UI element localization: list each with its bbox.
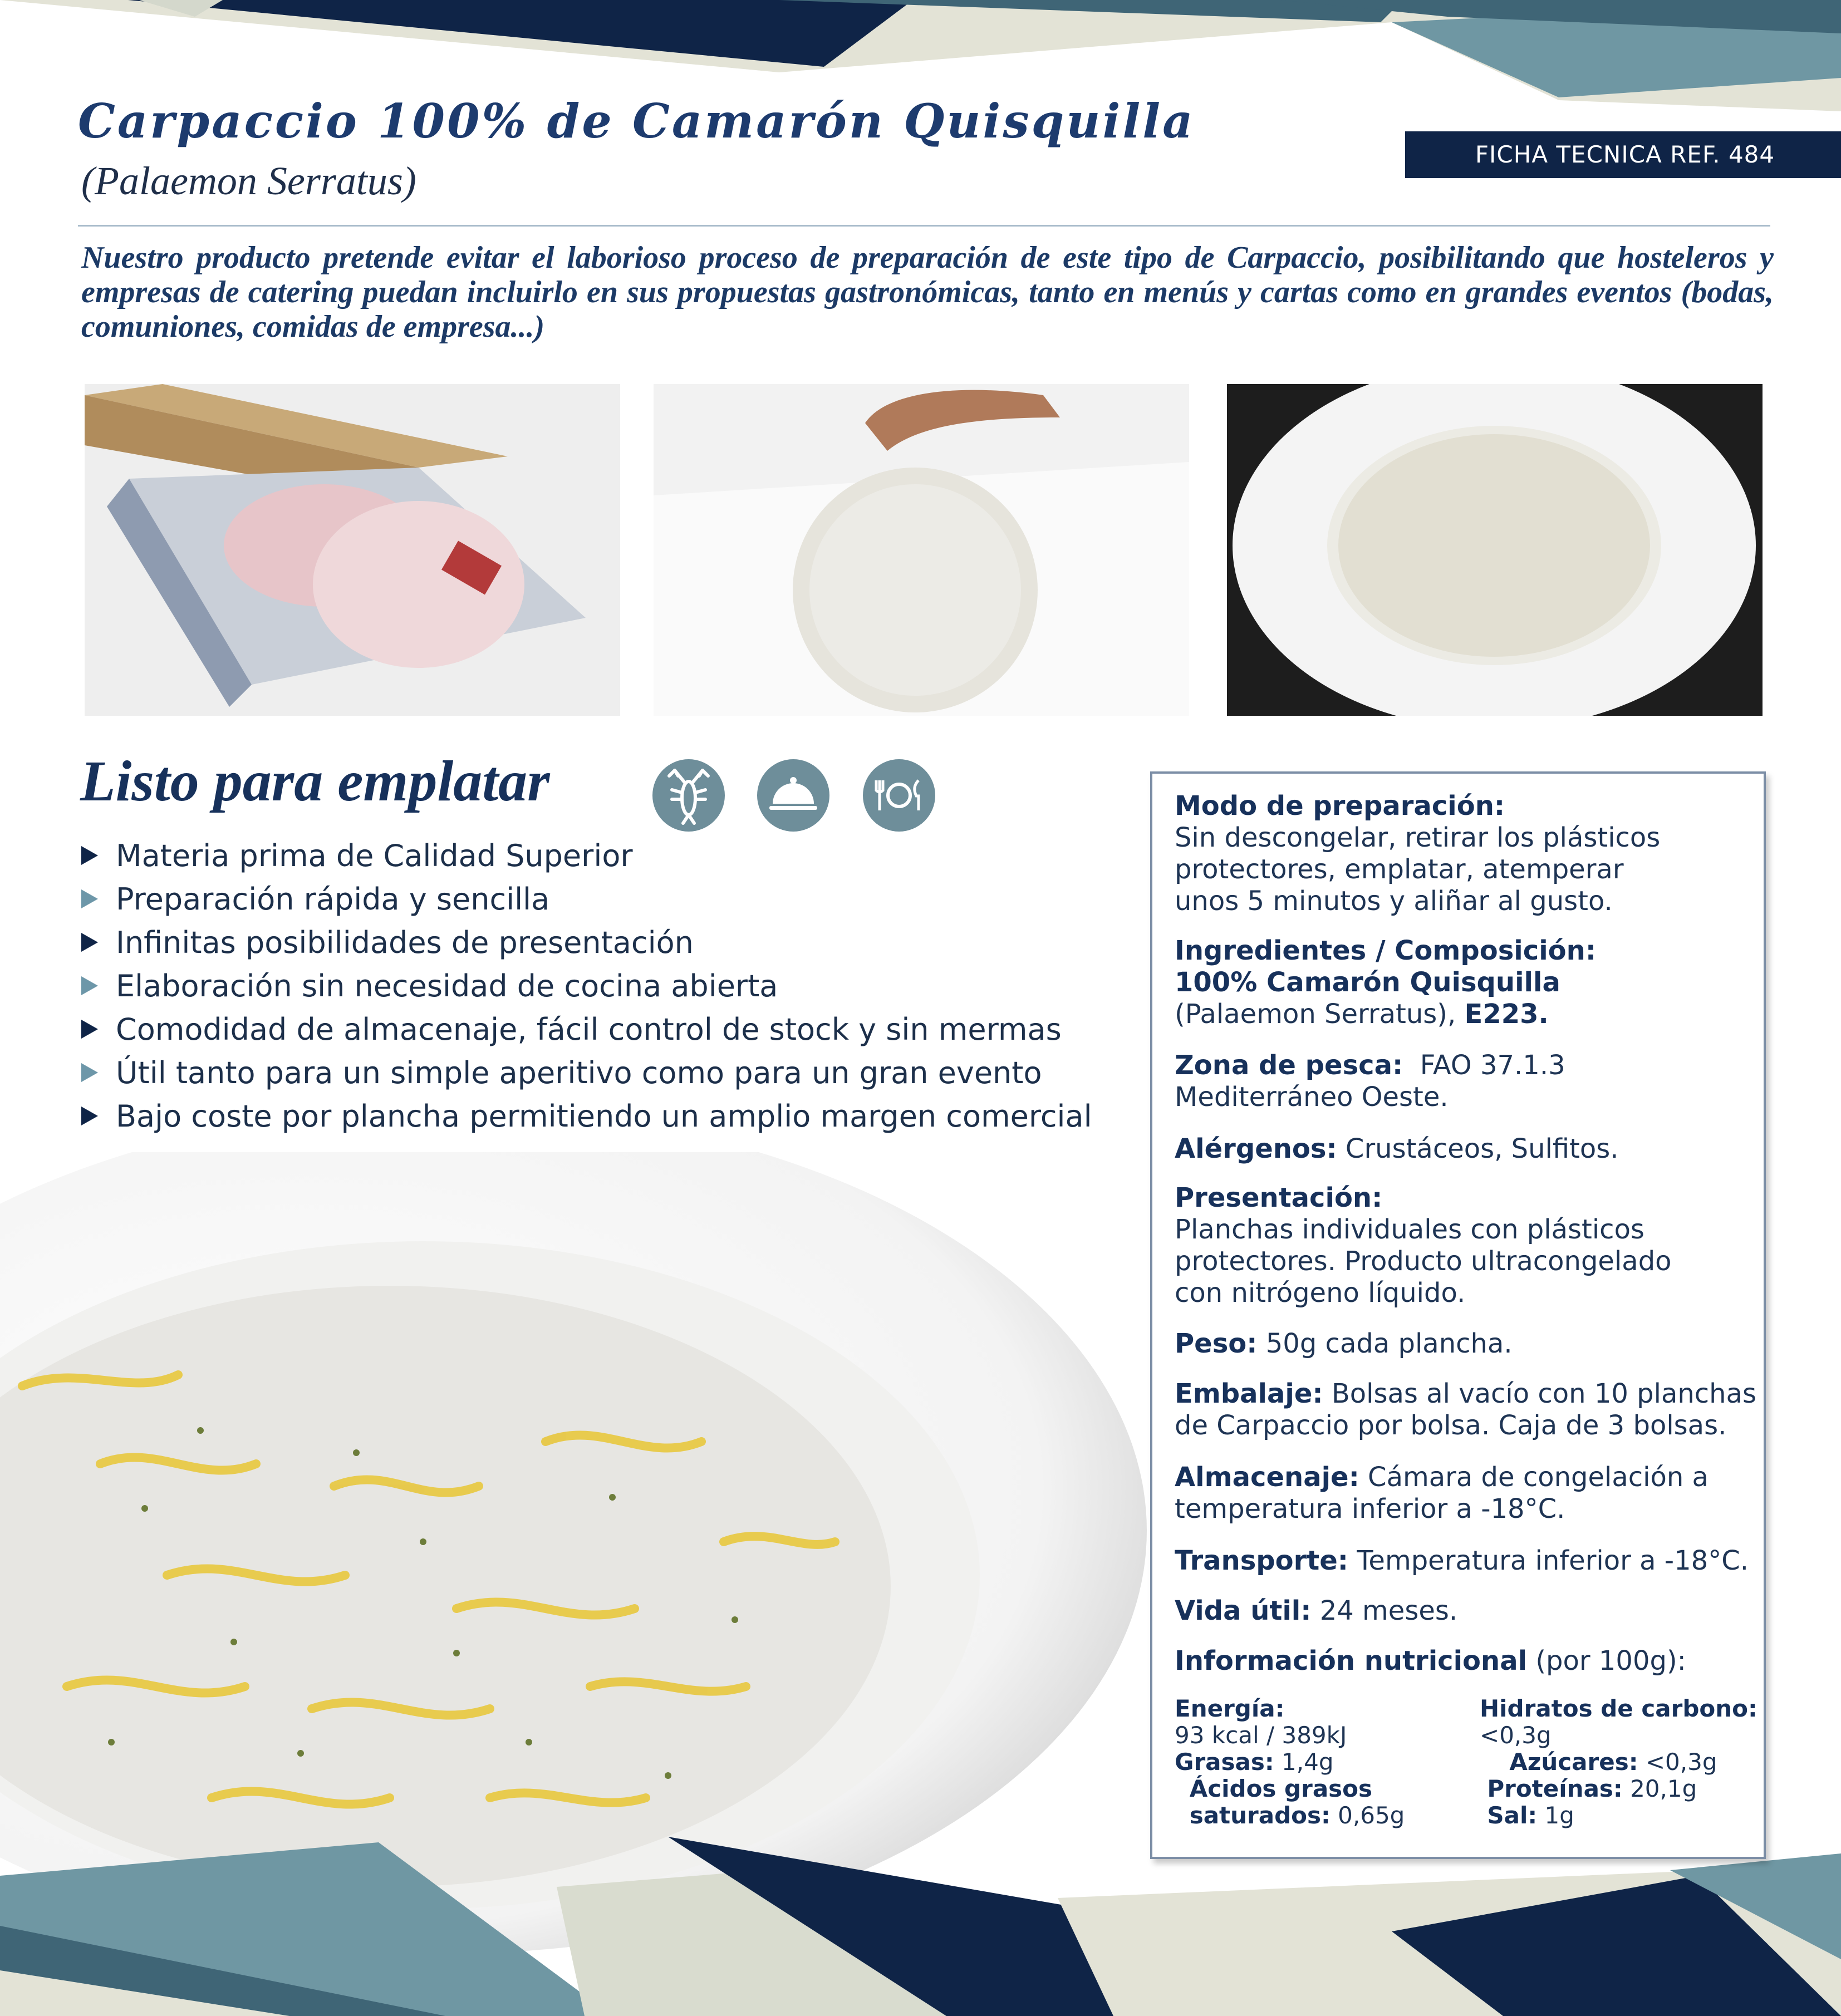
features-heading: Listo para emplatar xyxy=(80,749,550,813)
spec-nutricion-heading: Información nutricional (por 100g): xyxy=(1175,1645,1686,1676)
spec-ingredientes: Ingredientes / Composición: 100% Camarón Quisquilla (Palaemon Serratus), E223. xyxy=(1175,935,1597,1030)
spec-vida-util: Vida útil: 24 meses. xyxy=(1175,1595,1458,1626)
bullet-triangle-icon xyxy=(81,1020,98,1039)
product-scientific-name: (Palaemon Serratus) xyxy=(81,159,416,203)
photo-packaged-carpaccio xyxy=(85,384,620,716)
spec-zona: Zona de pesca: FAO 37.1.3 Mediterráneo Oeste. xyxy=(1175,1050,1565,1113)
bullet-triangle-icon xyxy=(81,933,98,952)
list-item: Materia prima de Calidad Superior xyxy=(81,834,1092,877)
spec-peso: Peso: 50g cada plancha. xyxy=(1175,1328,1513,1359)
spec-alergenos: Alérgenos: Crustáceos, Sulfitos. xyxy=(1175,1133,1619,1164)
bullet-triangle-icon xyxy=(81,1063,98,1082)
bullet-triangle-icon xyxy=(81,1107,98,1125)
bullet-triangle-icon xyxy=(81,889,98,908)
nutrition-left-column: Energía: 93 kcal / 389kJ Grasas: 1,4g Ácidos grasos saturados: 0,65g xyxy=(1175,1695,1405,1829)
header-divider xyxy=(78,225,1770,227)
spec-panel xyxy=(1150,771,1766,1859)
list-item: Bajo coste por plancha permitiendo un amplio margen comercial xyxy=(81,1094,1092,1138)
list-item: Infinitas posibilidades de presentación xyxy=(81,921,1092,964)
intro-paragraph: Nuestro producto pretende evitar el laborioso proceso de preparación de este tipo de Carpaccio, posibilitando que hosteleros y empresas de catering puedan incluirlo en sus propuestas gastronómicas, tanto en menús y cartas como en grandes eventos (bodas, comuniones, comidas de empresa...) xyxy=(81,240,1774,344)
lobster-icon xyxy=(652,759,725,832)
cutlery-plate-icon xyxy=(863,759,935,832)
list-item: Útil tanto para un simple aperitivo como para un gran evento xyxy=(81,1051,1092,1094)
spec-modo: Modo de preparación: Sin descongelar, retirar los plásticos protectores, emplatar, atemperar unos 5 minutos y aliñar al gusto. xyxy=(1175,790,1661,917)
spec-embalaje: Embalaje: Bolsas al vacío con 10 planchas de Carpaccio por bolsa. Caja de 3 bolsas. xyxy=(1175,1378,1757,1441)
photo-plated-carpaccio xyxy=(1227,384,1763,716)
spec-almacenaje: Almacenaje: Cámara de congelación a temperatura inferior a -18°C. xyxy=(1175,1462,1709,1525)
spec-transporte: Transporte: Temperatura inferior a -18°C. xyxy=(1175,1545,1749,1576)
bullet-triangle-icon xyxy=(81,976,98,995)
photo-hand-peeling-plastic xyxy=(654,384,1189,716)
reference-badge: FICHA TECNICA REF. 484 xyxy=(1405,131,1841,178)
spec-presentacion: Presentación: Planchas individuales con plásticos protectores. Producto ultracongelado con nitrógeno líquido. xyxy=(1175,1182,1672,1309)
bullet-triangle-icon xyxy=(81,846,98,865)
features-list xyxy=(81,834,1092,1138)
list-item: Preparación rápida y sencilla xyxy=(81,877,1092,921)
product-title: Carpaccio 100% de Camarón Quisquilla xyxy=(78,94,1195,149)
list-item: Elaboración sin necesidad de cocina abierta xyxy=(81,964,1092,1007)
list-item: Comodidad de almacenaje, fácil control de stock y sin mermas xyxy=(81,1007,1092,1051)
nutrition-right-column: Hidratos de carbono: <0,3g Azúcares: <0,3g Proteínas: 20,1g Sal: 1g xyxy=(1480,1695,1757,1829)
cloche-icon xyxy=(757,759,829,832)
